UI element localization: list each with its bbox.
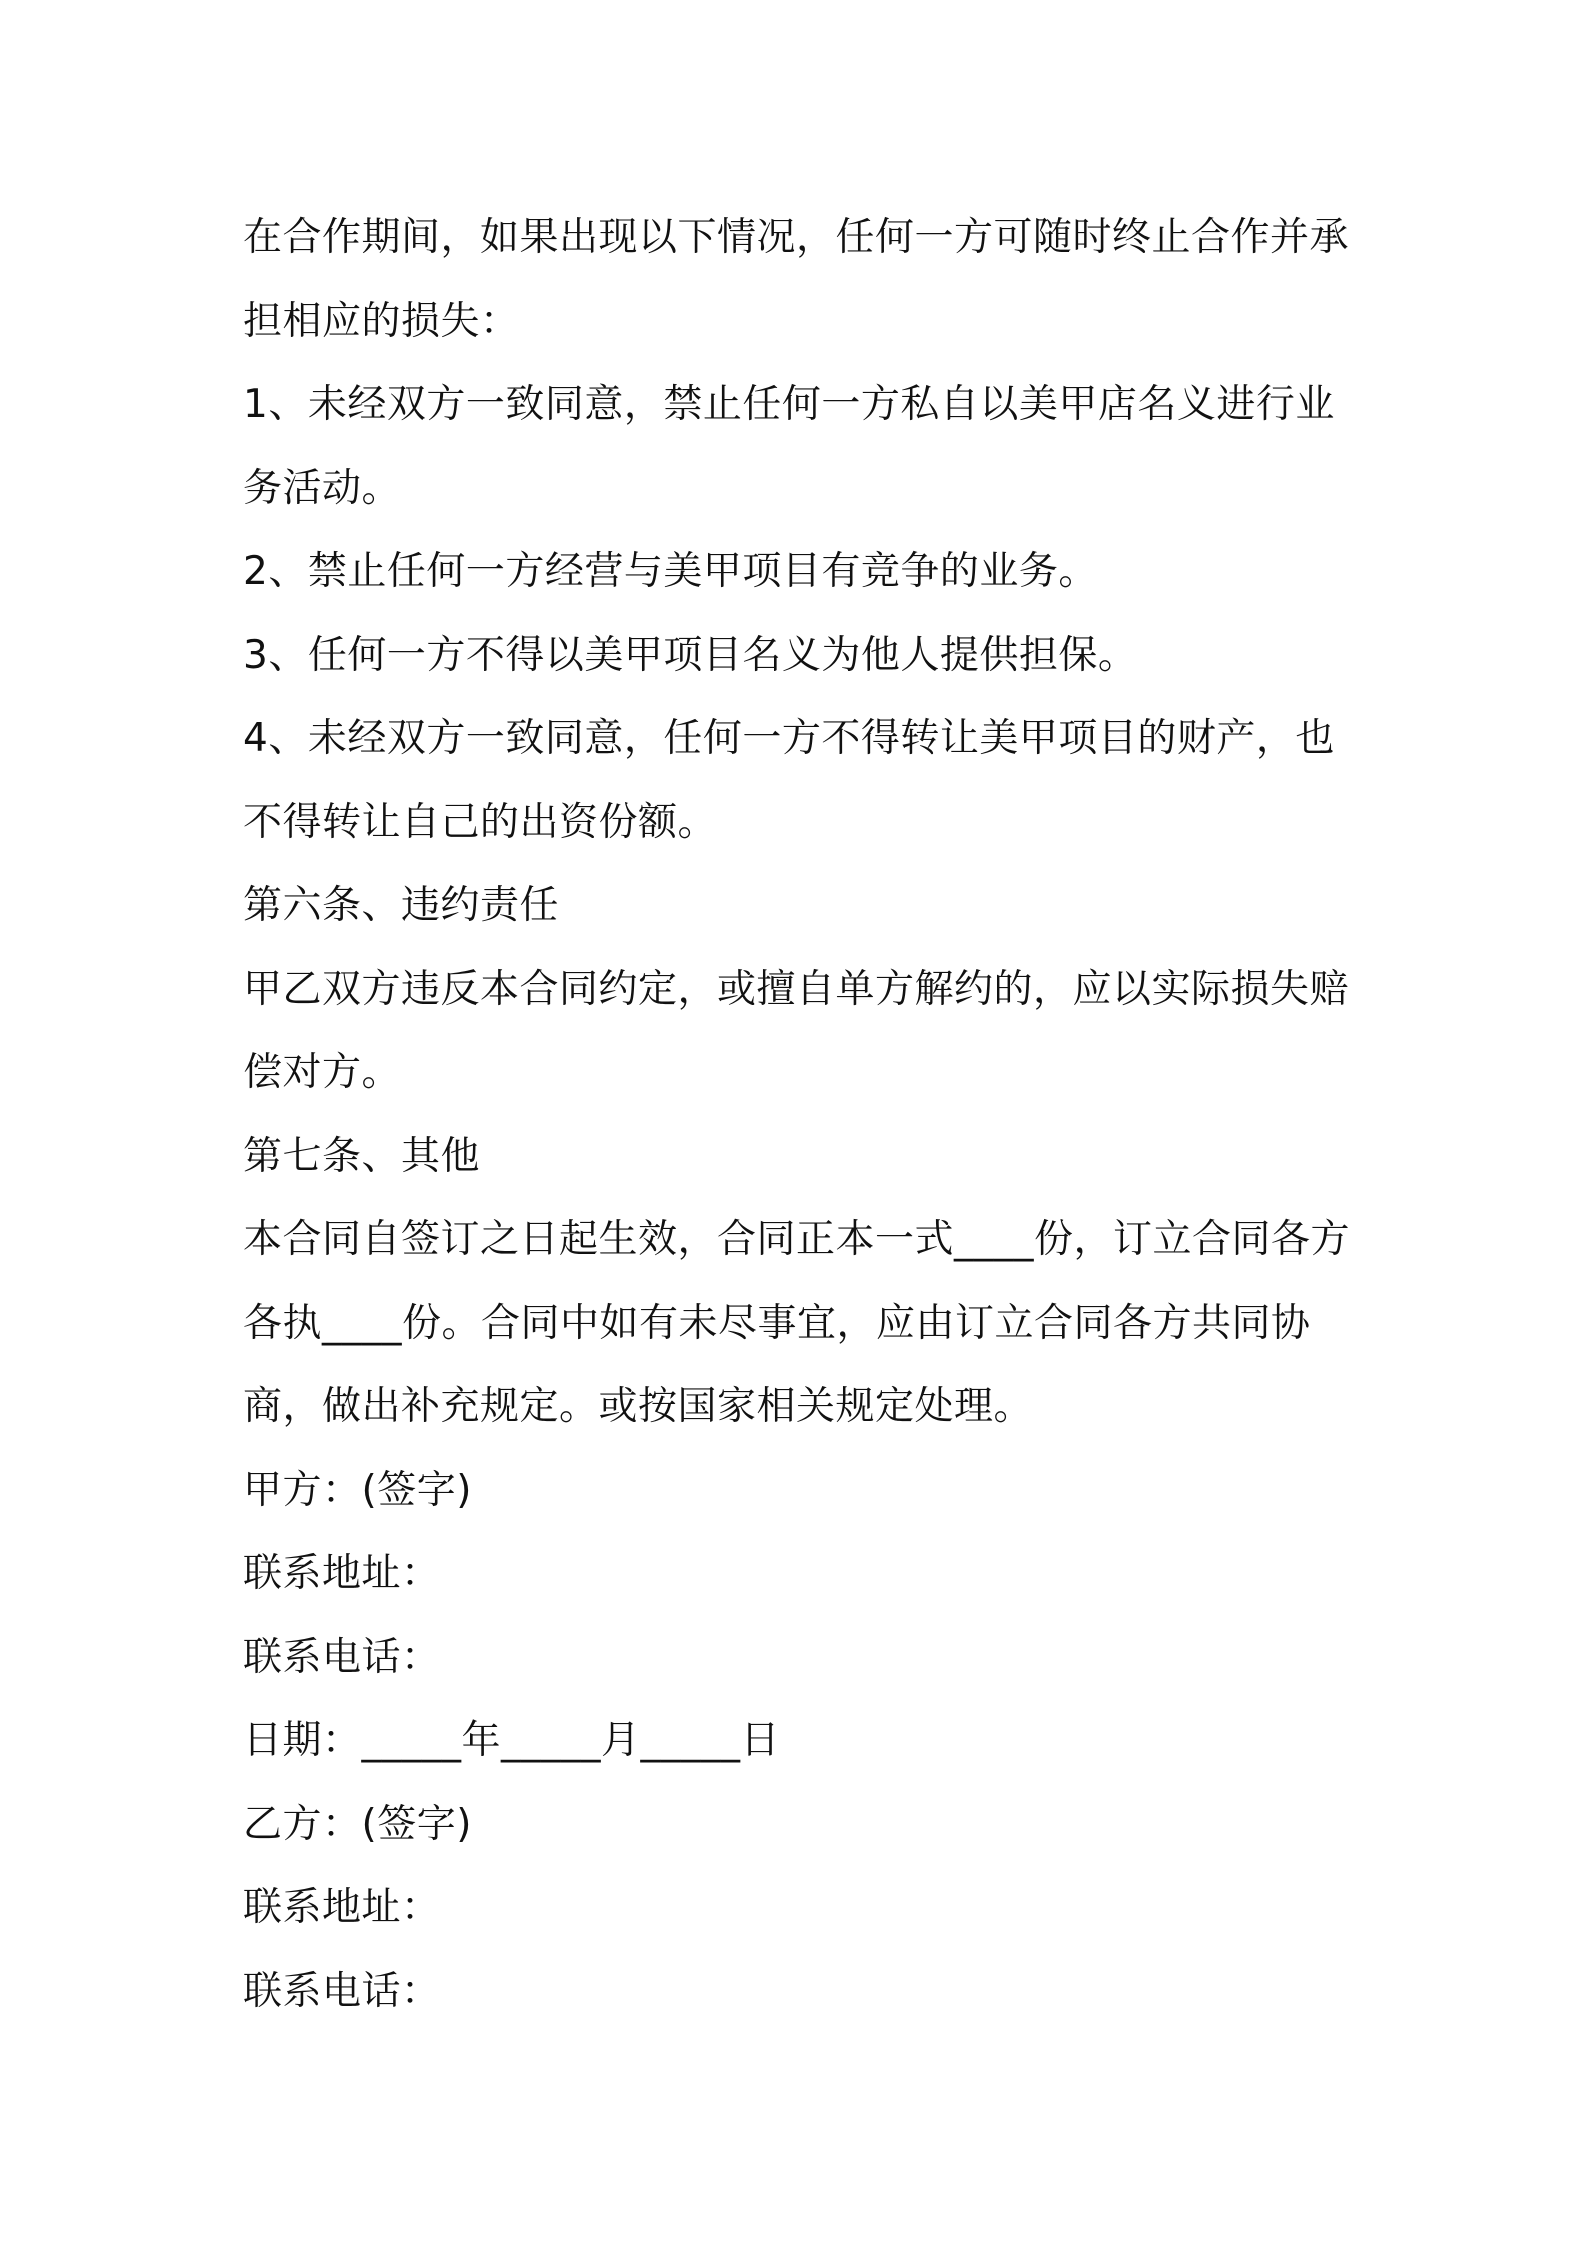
article-7-heading: 第七条、其他 [243,1133,481,1179]
article-7-body: 本合同自签订之日起生效，合同正本一式____份，订立合同各方各执____份。合同中如有未尽事宜，应由订立合同各方共同协商，做出补充规定。或按国家相关规定处理。 [243,1217,1351,1429]
document-body [243,196,1358,2033]
article-6-body: 甲乙双方违反本合同约定，或擅自单方解约的，应以实际损失赔偿对方。 [243,966,1350,1095]
intro-paragraph: 在合作期间，如果出现以下情况，任何一方可随时终止合作并承担相应的损失： [243,215,1350,344]
party-a-phone-line: 联系电话： [243,1634,441,1680]
party-a-address-line: 联系地址： [243,1551,441,1596]
clause-item-3: 3、任何一方不得以美甲项目名义为他人提供担保。 [243,632,1138,678]
article-6-heading: 第六条、违约责任 [243,883,560,928]
clause-item-1: 1、未经双方一致同意，禁止任何一方私自以美甲店名义进行业务活动。 [243,382,1335,511]
party-a-signature-line: 甲方：(签字) [243,1467,472,1513]
party-b-signature-line: 乙方：(签字) [243,1801,472,1847]
party-b-address-line: 联系地址： [243,1885,441,1930]
party-b-phone-line: 联系电话： [243,1968,441,2014]
clause-item-4: 4、未经双方一致同意，任何一方不得转让美甲项目的财产，也不得转让自己的出资份额。 [243,716,1335,845]
clause-item-2: 2、禁止任何一方经营与美甲项目有竞争的业务。 [243,549,1098,594]
date-line: 日期：_____年_____月_____日 [243,1718,781,1763]
